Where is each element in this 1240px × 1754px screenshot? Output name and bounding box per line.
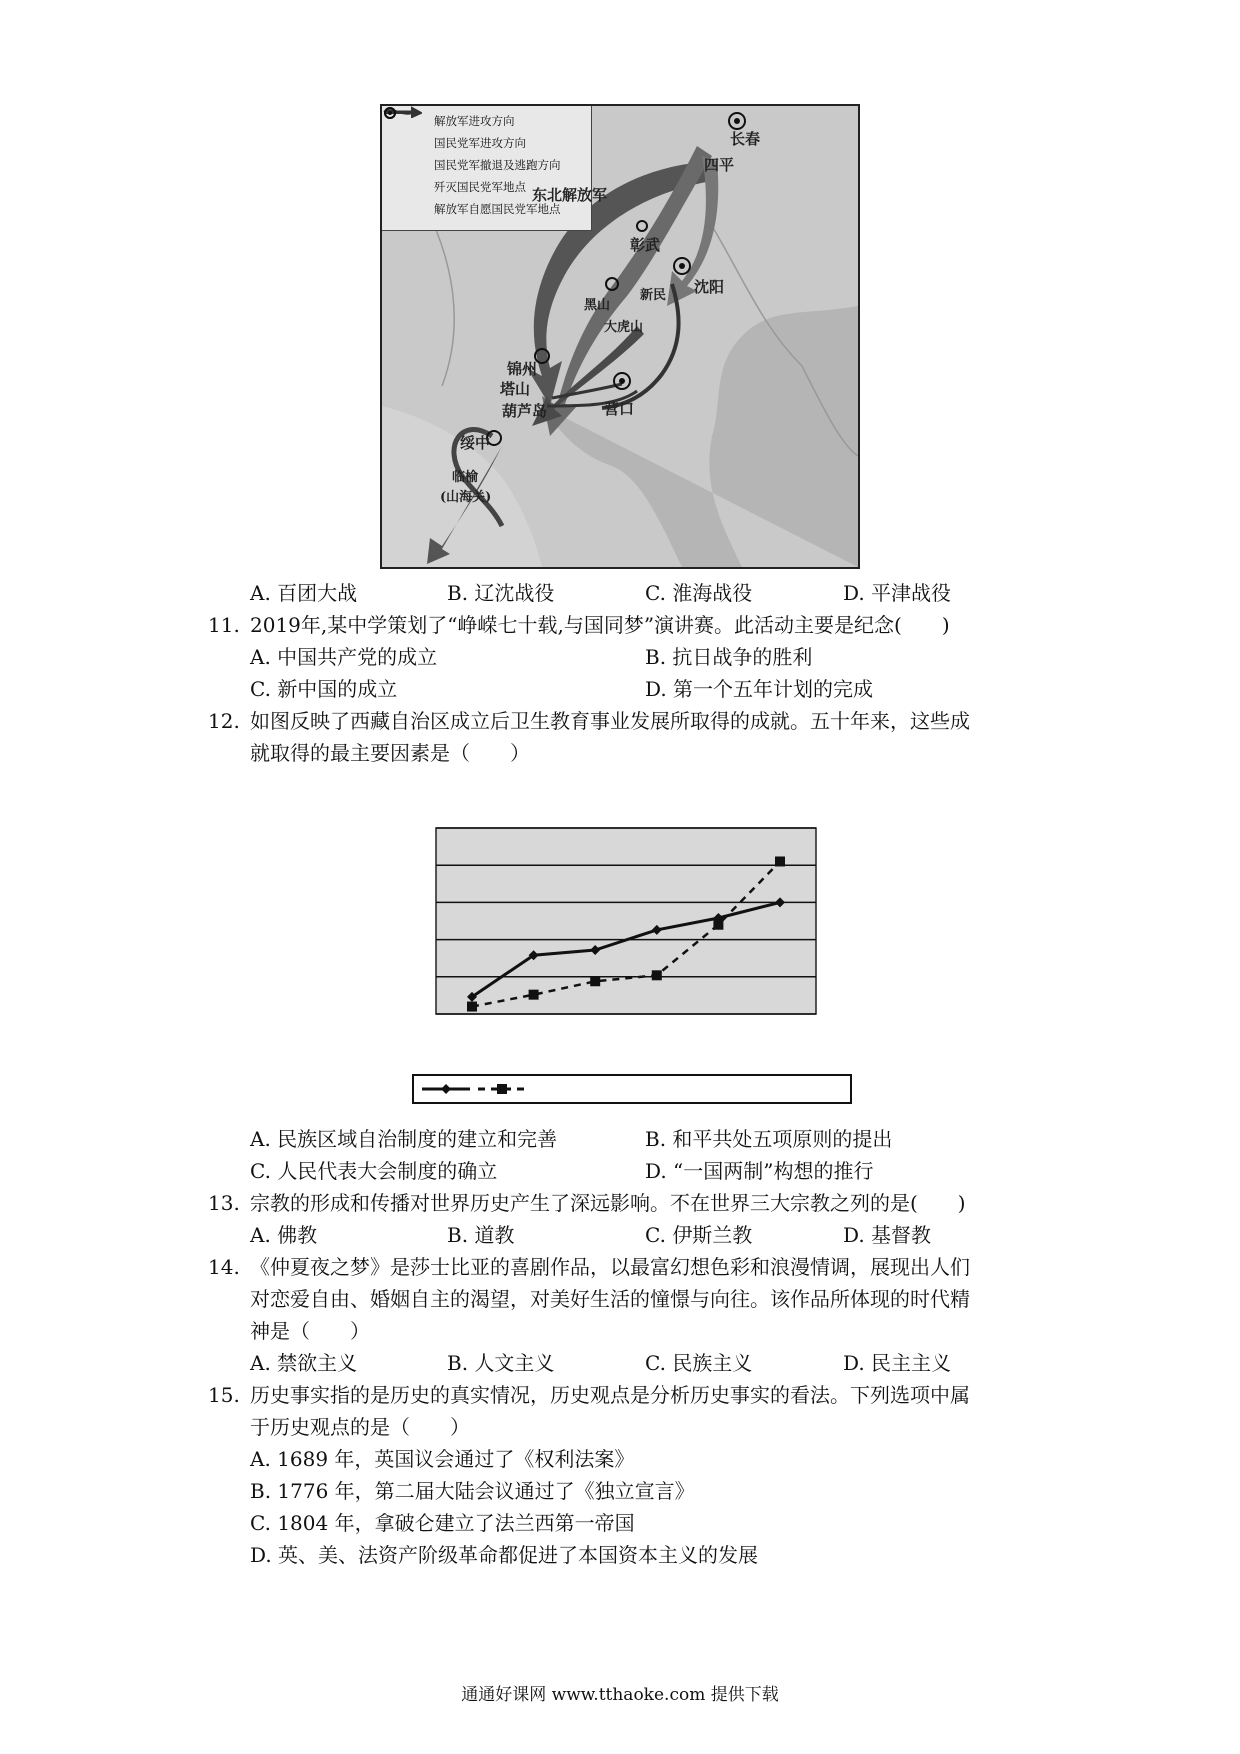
q11-option-d[interactable] (645, 674, 873, 704)
q13-option-d[interactable] (843, 1220, 931, 1250)
option-letter: A. (250, 581, 271, 605)
option-text: 百团大战 (277, 581, 358, 605)
option-letter: C. (250, 1511, 271, 1535)
place-label-shanhaiguan: (山海关) (440, 490, 492, 505)
q13-number: 13. (208, 1191, 240, 1215)
data-point-square (467, 1002, 477, 1012)
data-point-square (529, 990, 539, 1000)
option-text: 1804 年，拿破仑建立了法兰西第一帝国 (277, 1511, 635, 1535)
q14-option-b[interactable] (447, 1348, 554, 1378)
q12-option-b[interactable] (645, 1124, 892, 1154)
data-point-square (652, 970, 662, 980)
q15-option-a[interactable] (250, 1444, 634, 1474)
q12-stem-line1: 如图反映了西藏自治区成立后卫生教育事业发展所取得的成就。五十年来，这些成 (250, 709, 970, 733)
option-letter: D. (843, 1351, 865, 1375)
q10-option-c[interactable] (645, 578, 752, 608)
q15-stem-line1: 历史事实指的是历史的真实情况，历史观点是分析历史事实的看法。下列选项中属 (250, 1383, 970, 1407)
option-text: 禁欲主义 (277, 1351, 358, 1375)
q11-option-a[interactable] (250, 642, 437, 672)
option-text: 民族区域自治制度的建立和完善 (277, 1127, 558, 1151)
option-text: 民主主义 (871, 1351, 952, 1375)
q14-stem-line3: 神是（ ） (250, 1319, 370, 1343)
option-letter: D. (843, 581, 865, 605)
option-letter: C. (250, 1159, 271, 1183)
option-letter: B. (250, 1479, 272, 1503)
q12-number: 12. (208, 709, 240, 733)
option-letter: B. (447, 581, 469, 605)
option-text: 辽沈战役 (474, 581, 555, 605)
legend-label: 解放军自愿国民党军地点 (434, 202, 561, 216)
q13-option-b[interactable] (447, 1220, 514, 1250)
option-letter: A. (250, 645, 271, 669)
option-letter: D. (250, 1543, 272, 1567)
legend-item (382, 154, 591, 176)
option-text: 伊斯兰教 (672, 1223, 753, 1247)
option-text: 新中国的成立 (277, 677, 398, 701)
q14-stem-line1: 《仲夏夜之梦》是莎士比亚的喜剧作品，以最富幻想色彩和浪漫情调，展现出人们 (250, 1255, 970, 1279)
option-text: 人民代表大会制度的确立 (277, 1159, 498, 1183)
place-label-yingkou: 营口 (604, 400, 635, 418)
data-point-square (590, 976, 600, 986)
option-text: 英、美、法资产阶级革命都促进了本国资本主义的发展 (278, 1543, 759, 1567)
option-text: 第一个五年计划的完成 (673, 677, 874, 701)
option-letter: A. (250, 1447, 271, 1471)
q10-option-b[interactable] (447, 578, 554, 608)
q15-option-d[interactable] (250, 1540, 758, 1570)
q15-option-c[interactable] (250, 1508, 635, 1538)
q11-number: 11. (208, 613, 240, 637)
chart-legend (412, 1074, 852, 1104)
option-letter: B. (645, 1127, 667, 1151)
kmt-arrow-icon (388, 136, 430, 150)
option-letter: D. (645, 1159, 667, 1183)
q12-option-d[interactable] (645, 1156, 874, 1186)
legend-label: 国民党军撤退及逃跑方向 (434, 158, 561, 172)
q14-option-a[interactable] (250, 1348, 357, 1378)
place-label-suizhong: 绥中 (460, 434, 491, 452)
campaign-map (380, 104, 860, 569)
legend-solid-diamond-icon (420, 1083, 472, 1095)
option-text: 道教 (474, 1223, 515, 1247)
q11-option-b[interactable] (645, 642, 812, 672)
marker-zhangwu (637, 221, 647, 231)
option-letter: C. (645, 581, 666, 605)
legend-label: 歼灭国民党军地点 (434, 180, 526, 194)
option-text: 1776 年，第二届大陆会议通过了《独立宣言》 (277, 1479, 695, 1503)
q13-option-c[interactable] (645, 1220, 752, 1250)
legend-dashed-square-icon (476, 1083, 528, 1095)
q14-option-c[interactable] (645, 1348, 752, 1378)
q14-option-d[interactable] (843, 1348, 951, 1378)
option-letter: C. (250, 677, 271, 701)
legend-label: 解放军进攻方向 (434, 114, 515, 128)
place-label-siping: 四平 (704, 156, 735, 174)
plot-area (436, 828, 816, 1014)
option-letter: A. (250, 1127, 271, 1151)
place-label-heishan: 黑山 (584, 298, 611, 313)
q13-option-a[interactable] (250, 1220, 317, 1250)
place-label-shenyang: 沈阳 (694, 278, 725, 296)
option-text: 平津战役 (871, 581, 952, 605)
option-letter: D. (843, 1223, 865, 1247)
option-letter: A. (250, 1223, 271, 1247)
q11-stem: 2019年,某中学策划了“峥嵘七十载,与国同梦”演讲赛。此活动主要是纪念( ) (250, 613, 950, 637)
place-label-jinzhou: 锦州 (507, 360, 538, 378)
marker-yingkou (614, 373, 630, 389)
option-letter: D. (645, 677, 667, 701)
option-text: 和平共处五项原则的提出 (672, 1127, 893, 1151)
marker-shenyang (674, 258, 690, 274)
data-point-square (713, 920, 723, 930)
place-label-changchun: 长春 (730, 130, 761, 148)
q10-option-a[interactable] (250, 578, 357, 608)
option-letter: C. (645, 1223, 666, 1247)
q12-option-c[interactable] (250, 1156, 497, 1186)
option-text: 中国共产党的成立 (277, 645, 438, 669)
option-letter: B. (447, 1223, 469, 1247)
place-label-northeast-army: 东北解放军 (532, 186, 608, 204)
place-label-tashan: 塔山 (500, 380, 531, 398)
option-letter: B. (645, 645, 667, 669)
option-text: 1689 年，英国议会通过了《权利法案》 (277, 1447, 635, 1471)
q14-stem-line2: 对恋爱自由、婚姻自主的渴望，对美好生活的憧憬与向往。该作品所体现的时代精 (250, 1287, 970, 1311)
marker-changchun (729, 113, 745, 129)
option-letter: B. (447, 1351, 469, 1375)
q15-number: 15. (208, 1383, 240, 1407)
map-legend (382, 106, 592, 231)
place-label-dahushan: 大虎山 (604, 320, 644, 335)
legend-label: 国民党军进攻方向 (434, 136, 526, 150)
option-text: 佛教 (277, 1223, 318, 1247)
q15-stem-line2: 于历史观点的是（ ） (250, 1415, 470, 1439)
option-letter: A. (250, 1351, 271, 1375)
option-text: 抗日战争的胜利 (672, 645, 813, 669)
option-text: 淮海战役 (672, 581, 753, 605)
place-label-linyu: 临榆 (452, 470, 479, 485)
option-text: 人文主义 (474, 1351, 555, 1375)
q12-option-a[interactable] (250, 1124, 557, 1154)
page-footer: 通通好课网 www.tthaoke.com 提供下载 (461, 1685, 779, 1705)
place-label-zhangwu: 彰武 (630, 236, 661, 254)
defeated-point-icon (388, 180, 430, 194)
legend-item (382, 132, 591, 154)
option-text: “一国两制”构想的推行 (673, 1159, 874, 1183)
retreat-arrow-icon (388, 158, 430, 172)
q13-stem: 宗教的形成和传播对世界历史产生了深远影响。不在世界三大宗教之列的是( ) (250, 1191, 966, 1215)
q14-number: 14. (208, 1255, 240, 1279)
option-text: 民族主义 (672, 1351, 753, 1375)
q10-option-d[interactable] (843, 578, 951, 608)
surrender-point-icon (388, 202, 430, 216)
data-point-square (775, 856, 785, 866)
q11-option-c[interactable] (250, 674, 397, 704)
place-label-huludao: 葫芦岛 (502, 402, 548, 420)
option-letter: C. (645, 1351, 666, 1375)
place-label-xinmin: 新民 (640, 288, 667, 303)
q12-stem-line2: 就取得的最主要因素是（ ） (250, 741, 530, 765)
option-text: 基督教 (871, 1223, 932, 1247)
q15-option-b[interactable] (250, 1476, 695, 1506)
